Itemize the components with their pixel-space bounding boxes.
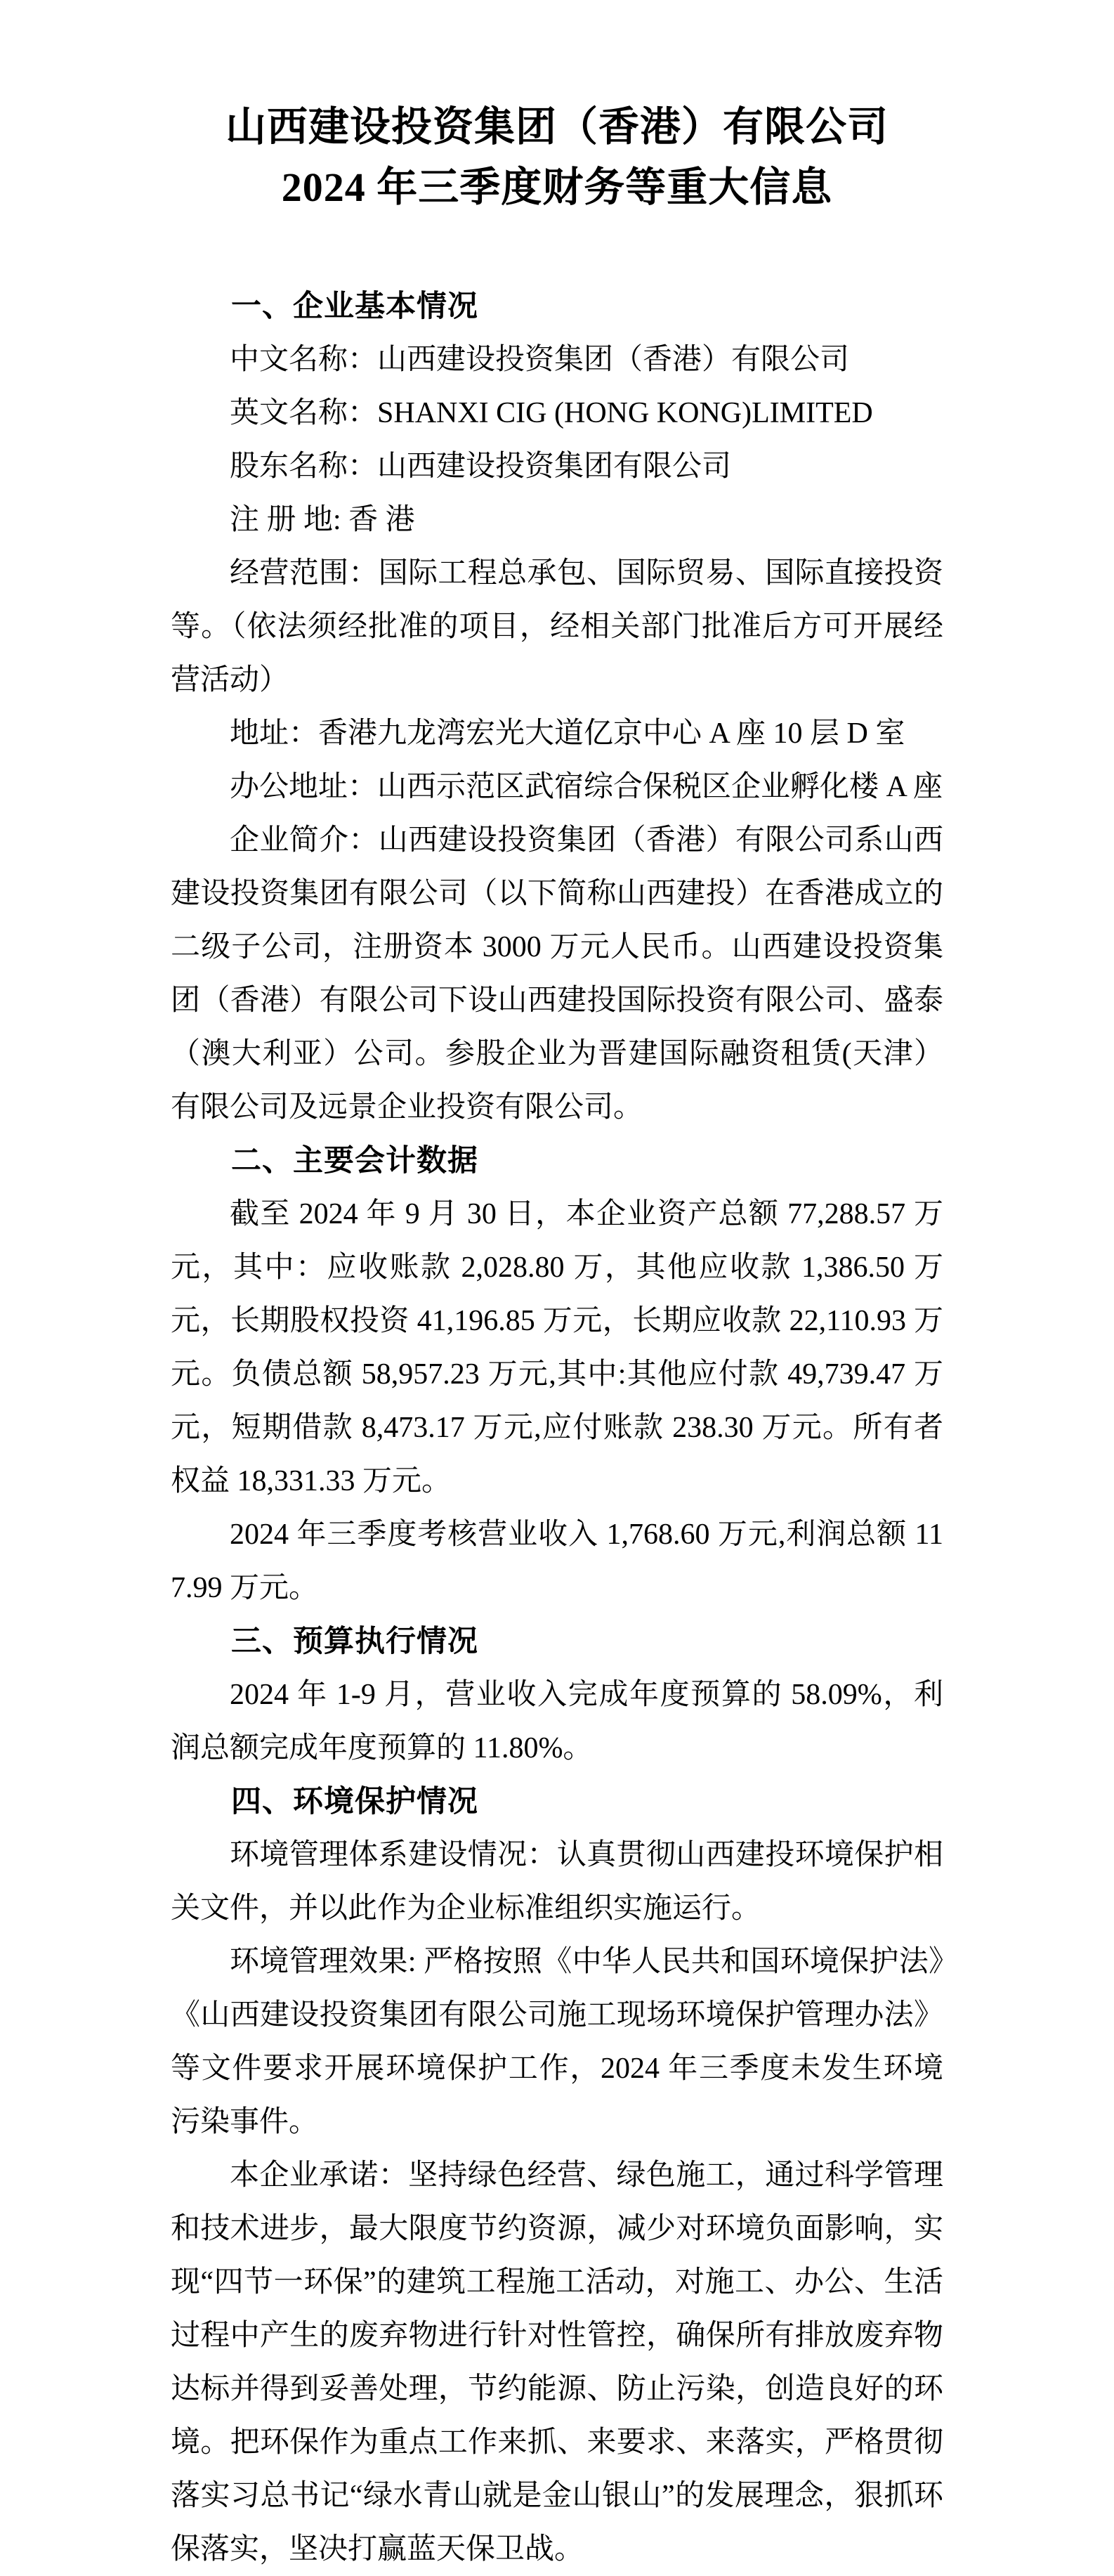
section-heading-environmental-protection: 四、环境保护情况: [231, 1785, 478, 1819]
document-body: [171, 280, 943, 2576]
section-heading-basic-info: 一、企业基本情况: [231, 290, 478, 323]
paragraph-chinese-name: 中文名称：山西建设投资集团（香港）有限公司: [230, 344, 850, 376]
paragraph-office-address: 办公地址：山西示范区武宿综合保税区企业孵化楼 A 座: [230, 771, 943, 803]
title-line-report-name: 2024 年三季度财务等重大信息: [281, 164, 833, 210]
paragraph-address: 地址：香港九龙湾宏光大道亿京中心 A 座 10 层 D 室: [230, 717, 905, 750]
paragraph-company-profile: 企业简介：山西建设投资集团（香港）有限公司系山西建设投资集团有限公司（以下简称山西建投）在香港成立的二级子公司，注册资本 3000 万元人民币。山西建设投资集团（香港）有限公司下设山西建投国际投资有限公司、盛泰（澳大利亚）公司。参股企业为晋建国际融资租赁(天津）有限公司及远景企业投资有限公司。: [171, 824, 943, 1124]
paragraph-english-name: 英文名称：SHANXI CIG (HONG KONG)LIMITED: [230, 397, 873, 429]
paragraph-registration-place: 注 册 地: 香 港: [230, 504, 415, 536]
section-heading-budget-execution: 三、预算执行情况: [231, 1625, 478, 1658]
title-line-company-name: 山西建设投资集团（香港）有限公司: [225, 104, 889, 150]
paragraph-env-management-effect: 环境管理效果: 严格按照《中华人民共和国环境保护法》《山西建设投资集团有限公司施工现场环境保护管理办法》等文件要求开展环境保护工作，2024 年三季度未发生环境污染事件。: [171, 1946, 943, 2138]
document-title: [171, 0, 943, 218]
paragraph-income-data: 2024 年三季度考核营业收入 1,768.60 万元,利润总额 117.99 万元。: [171, 1518, 943, 1604]
paragraph-business-scope: 经营范围：国际工程总承包、国际贸易、国际直接投资等。（依法须经批准的项目，经相关部门批准后方可开展经营活动）: [171, 557, 943, 696]
section-heading-accounting-data: 二、主要会计数据: [231, 1144, 478, 1178]
paragraph-balance-sheet-data: 截至 2024 年 9 月 30 日，本企业资产总额 77,288.57 万元，其中：应收账款 2,028.80 万，其他应收款 1,386.50 万元，长期股权投资 41,196.85 万元，长期应收款 22,110.93 万元。负债总额 58,957.23 万元,其中:其他应付款 49,739.47 万元，短期借款 8,473.17 万元,应付账款 238.30 万元。所有者权益 18,331.33 万元。: [171, 1198, 943, 1497]
paragraph-shareholder-name: 股东名称：山西建设投资集团有限公司: [230, 450, 732, 483]
paragraph-budget-completion: 2024 年 1-9 月，营业收入完成年度预算的 58.09%，利润总额完成年度预算的 11.80%。: [171, 1679, 943, 1764]
paragraph-env-management-system: 环境管理体系建设情况：认真贯彻山西建投环境保护相关文件，并以此作为企业标准组织实施运行。: [171, 1839, 943, 1925]
paragraph-env-commitment: 本企业承诺：坚持绿色经营、绿色施工，通过科学管理和技术进步，最大限度节约资源，减少对环境负面影响，实现“四节一环保”的建筑工程施工活动，对施工、办公、生活过程中产生的废弃物进行针对性管控，确保所有排放废弃物达标并得到妥善处理，节约能源、防止污染，创造良好的环境。把环保作为重点工作来抓、来要求、来落实，严格贯彻落实习总书记“绿水青山就是金山银山”的发展理念，狠抓环保落实，坚决打赢蓝天保卫战。: [171, 2159, 943, 2565]
